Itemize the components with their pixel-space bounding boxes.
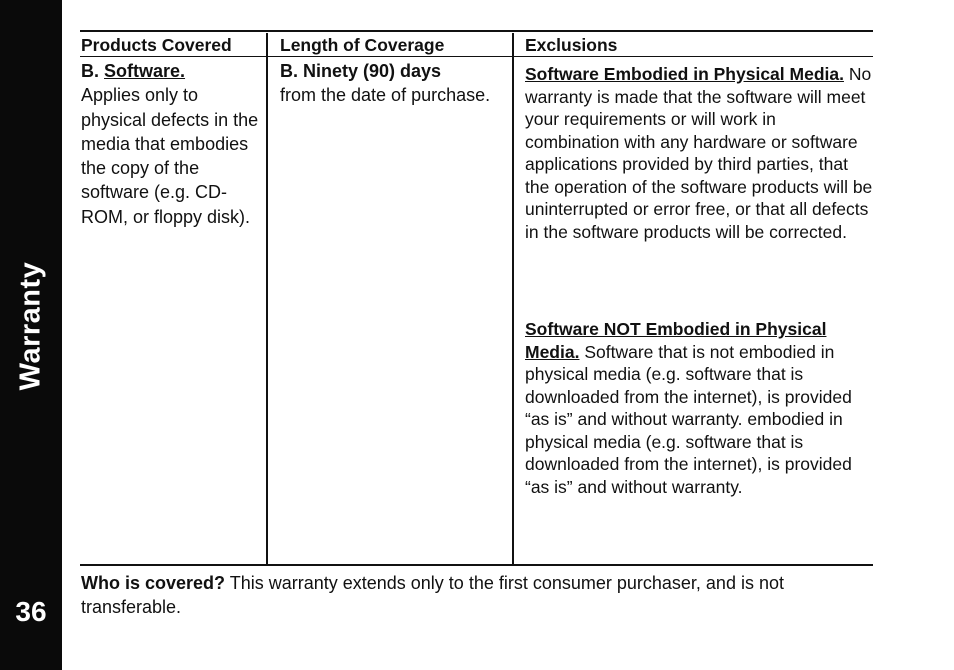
- products-heading: Software.: [104, 61, 186, 81]
- section-title: Warranty: [14, 261, 47, 391]
- length-of-coverage-cell: [280, 59, 508, 108]
- table-top-rule: [80, 30, 873, 32]
- column-divider: [266, 33, 268, 564]
- products-prefix: B.: [81, 61, 105, 81]
- footer-heading: Who is covered?: [81, 573, 226, 593]
- exclusion-heading: Software NOT Embodied in Physical Media.: [525, 319, 827, 362]
- header-products-covered: Products Covered: [81, 35, 232, 55]
- page-number: 36: [15, 596, 47, 627]
- header-length-of-coverage: Length of Coverage: [280, 35, 445, 55]
- exclusion-body: Software that is not embodied in physical media (e.g. software that is downloaded from the internet), is provided “as is” and without warranty. embodied in physical media (e.g. software that is downloaded from the internet), is provided “as is” and without warranty.: [525, 341, 852, 497]
- exclusion-heading: Software Embodied in Physical Media.: [525, 64, 844, 84]
- coverage-body: from the date of purchase.: [280, 85, 491, 106]
- exclusion-paragraph: [525, 318, 873, 498]
- table-header-rule: [80, 56, 873, 57]
- products-body: Applies only to physical defects in the media that embodies the copy of the software (e.g. CD-ROM, or floppy disk).: [81, 85, 259, 227]
- exclusion-paragraph: [525, 63, 873, 243]
- products-covered-cell: [81, 59, 263, 229]
- footer-body: This warranty extends only to the first consumer purchaser, and is not transferable.: [81, 573, 784, 617]
- exclusion-body: No warranty is made that the software will meet your requirements or will work in combination with any hardware or software applications provided by third parties, that the operation of the software products will be uninterrupted or error free, or that all defects in the software products will be corrected.: [525, 64, 873, 242]
- table-bottom-rule: [80, 564, 873, 566]
- side-tab: [0, 0, 62, 670]
- header-exclusions: Exclusions: [525, 35, 618, 55]
- column-divider: [512, 33, 514, 564]
- coverage-heading: B. Ninety (90) days: [280, 61, 442, 81]
- who-is-covered: [81, 571, 873, 619]
